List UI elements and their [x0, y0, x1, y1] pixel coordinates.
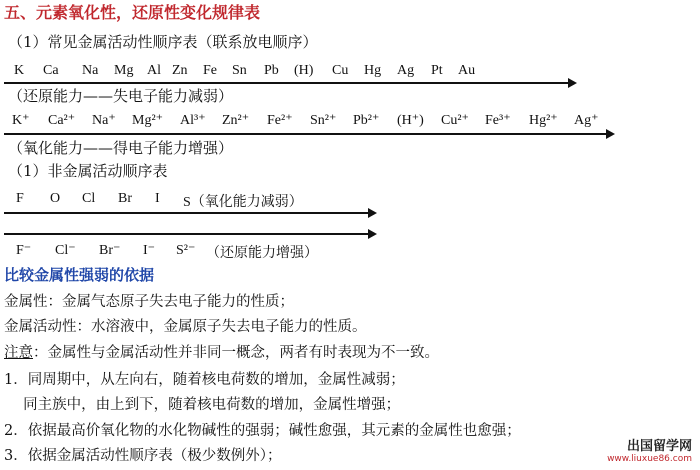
metal-element: Zn	[172, 63, 188, 78]
note-text: ：金属性与金属活动性并非同一概念，两者有时表现为不一致。	[33, 345, 439, 361]
metal-element: (H)	[294, 63, 314, 78]
reduce-note: （还原能力——失电子能力减弱）	[8, 87, 234, 105]
note-line	[4, 346, 439, 361]
metal-ion: Ca²⁺	[48, 113, 76, 128]
basis-item: 同主族中，由上到下，随着核电荷数的增加，金属性增强；	[4, 397, 401, 413]
nonmetal-element: Br	[118, 191, 132, 206]
metal-ion: Sn²⁺	[310, 113, 337, 128]
basis-item: 3．依据金属活动性顺序表（极少数例外）；	[4, 448, 282, 464]
nonmetal-element: O	[50, 191, 61, 206]
nonmetal-ion: S²⁻	[176, 243, 196, 258]
metal-ion: Fe²⁺	[267, 113, 293, 128]
nonmetal-ion: I⁻	[143, 243, 156, 258]
metal-element: Ca	[43, 63, 59, 78]
metal-heading: （1）常见金属活动性顺序表（联系放电顺序）	[8, 33, 318, 51]
metal-element: K	[14, 63, 25, 78]
note-label: 注意	[4, 345, 33, 361]
nonmetal-element: I	[155, 191, 160, 206]
nonmetal-element: Cl	[82, 191, 96, 206]
metal-ion: Ag⁺	[574, 113, 599, 128]
nonmetal-heading: （1）非金属活动顺序表	[8, 162, 168, 180]
metal-ion: Al³⁺	[180, 113, 206, 128]
metal-ion: Na⁺	[92, 113, 116, 128]
nonmetal-element: F	[16, 191, 24, 206]
nonmetal-ion-arrow	[4, 233, 370, 235]
metal-element: Fe	[203, 63, 217, 78]
basis-item: 1．同周期中，从左向右，随着核电荷数的增加，金属性减弱；	[4, 372, 405, 388]
oxid-note: （氧化能力——得电子能力增强）	[8, 139, 234, 157]
nonmetal-ion: Br⁻	[99, 243, 121, 258]
metal-ion: K⁺	[12, 113, 30, 128]
nonmetal-arrow	[4, 212, 370, 214]
metal-ion: Fe³⁺	[485, 113, 511, 128]
watermark	[607, 435, 692, 464]
basis-item: 2．依据最高价氧化物的水化物碱性的强弱；碱性愈强，其元素的金属性也愈强；	[4, 423, 521, 439]
metal-element: Pb	[264, 63, 279, 78]
metal-arrow	[4, 82, 570, 84]
section-title: 五、元素氧化性，还原性变化规律表	[4, 3, 261, 22]
metal-element: Pt	[431, 63, 443, 78]
ion-arrow	[4, 133, 608, 135]
metal-ion: Hg²⁺	[529, 113, 558, 128]
metal-ion: Cu²⁺	[441, 113, 469, 128]
metal-element: Na	[82, 63, 99, 78]
metal-element: Sn	[232, 63, 247, 78]
basis-heading: 比较金属性强弱的依据	[4, 266, 155, 284]
metal-ion: Pb²⁺	[353, 113, 380, 128]
metal-ion: Mg²⁺	[132, 113, 164, 128]
metal-ion: Zn²⁺	[222, 113, 250, 128]
metal-element: Mg	[114, 63, 134, 78]
nonmetal-ion: （还原能力增强）	[206, 246, 318, 261]
metal-element: Ag	[397, 63, 415, 78]
nonmetal-ion: F⁻	[16, 243, 32, 258]
metal-ion: (H⁺)	[397, 113, 424, 128]
metal-element: Cu	[332, 63, 349, 78]
nonmetal-ion: Cl⁻	[55, 243, 76, 258]
watermark-url: www.liuxue86.com	[607, 454, 692, 464]
basis-line: 金属活动性：水溶液中，金属原子失去电子能力的性质。	[4, 319, 367, 335]
metal-element: Al	[147, 63, 161, 78]
metal-element: Hg	[364, 63, 382, 78]
metal-element: Au	[458, 63, 476, 78]
nonmetal-element: S（氧化能力减弱）	[183, 195, 303, 210]
watermark-cn: 出国留学网	[626, 439, 692, 454]
basis-line: 金属性：金属气态原子失去电子能力的性质；	[4, 294, 294, 310]
